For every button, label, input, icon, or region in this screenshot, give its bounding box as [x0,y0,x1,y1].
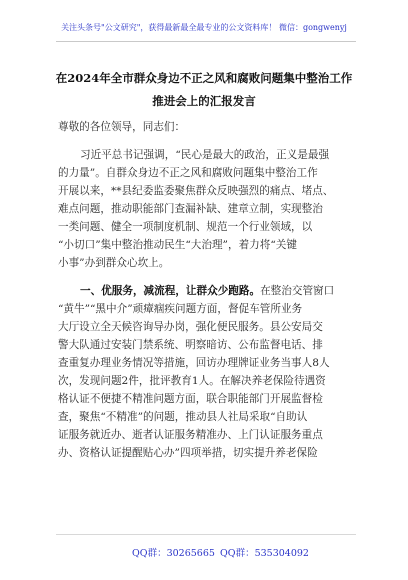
paragraph-line: 的力量”。自群众身边不正之风和腐败问题集中整治工作 [58,167,318,179]
paragraph-line: 办、资格认证提醒贴心办”四项举措，切实提升养老保险 [58,447,318,459]
paragraph-line: 大厅设立全天候咨询导办岗，强化便民服务。县公安局交 [58,321,323,333]
footer-divider [56,534,356,535]
paragraph-line: 警大队通过安装门禁系统、明察暗访、公布监督电话、排 [58,339,323,351]
paragraph-line: “小切口”集中整治推动民生“大治理”，着力将“关键 [58,239,297,251]
paragraph-line: 证服务就近办、逝者认证服务精准办、上门认证服务重点 [58,429,323,441]
paragraph-line: 开展以来，**县纪委监委聚焦群众反映强烈的痛点、堵点、 [58,185,334,197]
paragraph-line: 格认证不便捷不精准问题方面，联合职能部门开展监督检 [58,393,323,405]
qq-group-2: QQ群：535304092 [220,548,309,559]
paragraph-line: 次，发现问题2件，批评教育1人。在解决养老保险待遇资 [58,375,326,387]
section-1-first-line [80,285,376,297]
paragraph-line: “黄牛”“黑中介”顽瘴痼疾问题方面，督促车管所业务 [58,303,303,315]
header-divider [56,41,356,42]
document-title-line-1: 在2024年全市群众身边不正之风和腐败问题集中整治工作 [55,71,353,85]
paragraph-line: 一类问题、健全一项制度机制、规范一个行业领域，以 [58,221,313,233]
section-1-heading: 一、优服务，减流程，让群众少跑路。 [80,285,261,297]
page-header: 关注头条号"公文研究"，获得最新最全最专业的公文资料库！ 微信：gongwenyj [61,23,347,32]
paragraph-line: 难点问题，推动职能部门查漏补缺、建章立制，实现整治 [58,203,323,215]
paragraph-line: 小事”办到群众心坎上。 [58,257,170,269]
section-1-lead: 在整治交管窗口 [260,285,335,297]
salutation: 尊敬的各位领导，同志们： [58,121,186,133]
paragraph-line: 查，聚焦“不精准”的问题，推动县人社局采取“自助认 [58,411,308,423]
qq-group-1: QQ群：30265665 [132,548,215,559]
paragraph-line: 查重复办理业务情况等措施，回访办理牌证业务当事人8人 [58,357,330,369]
document-title-line-2: 推进会上的汇报发言 [152,94,256,108]
paragraph-line: 习近平总书记强调，“民心是最大的政治，正义是最强 [80,149,330,161]
